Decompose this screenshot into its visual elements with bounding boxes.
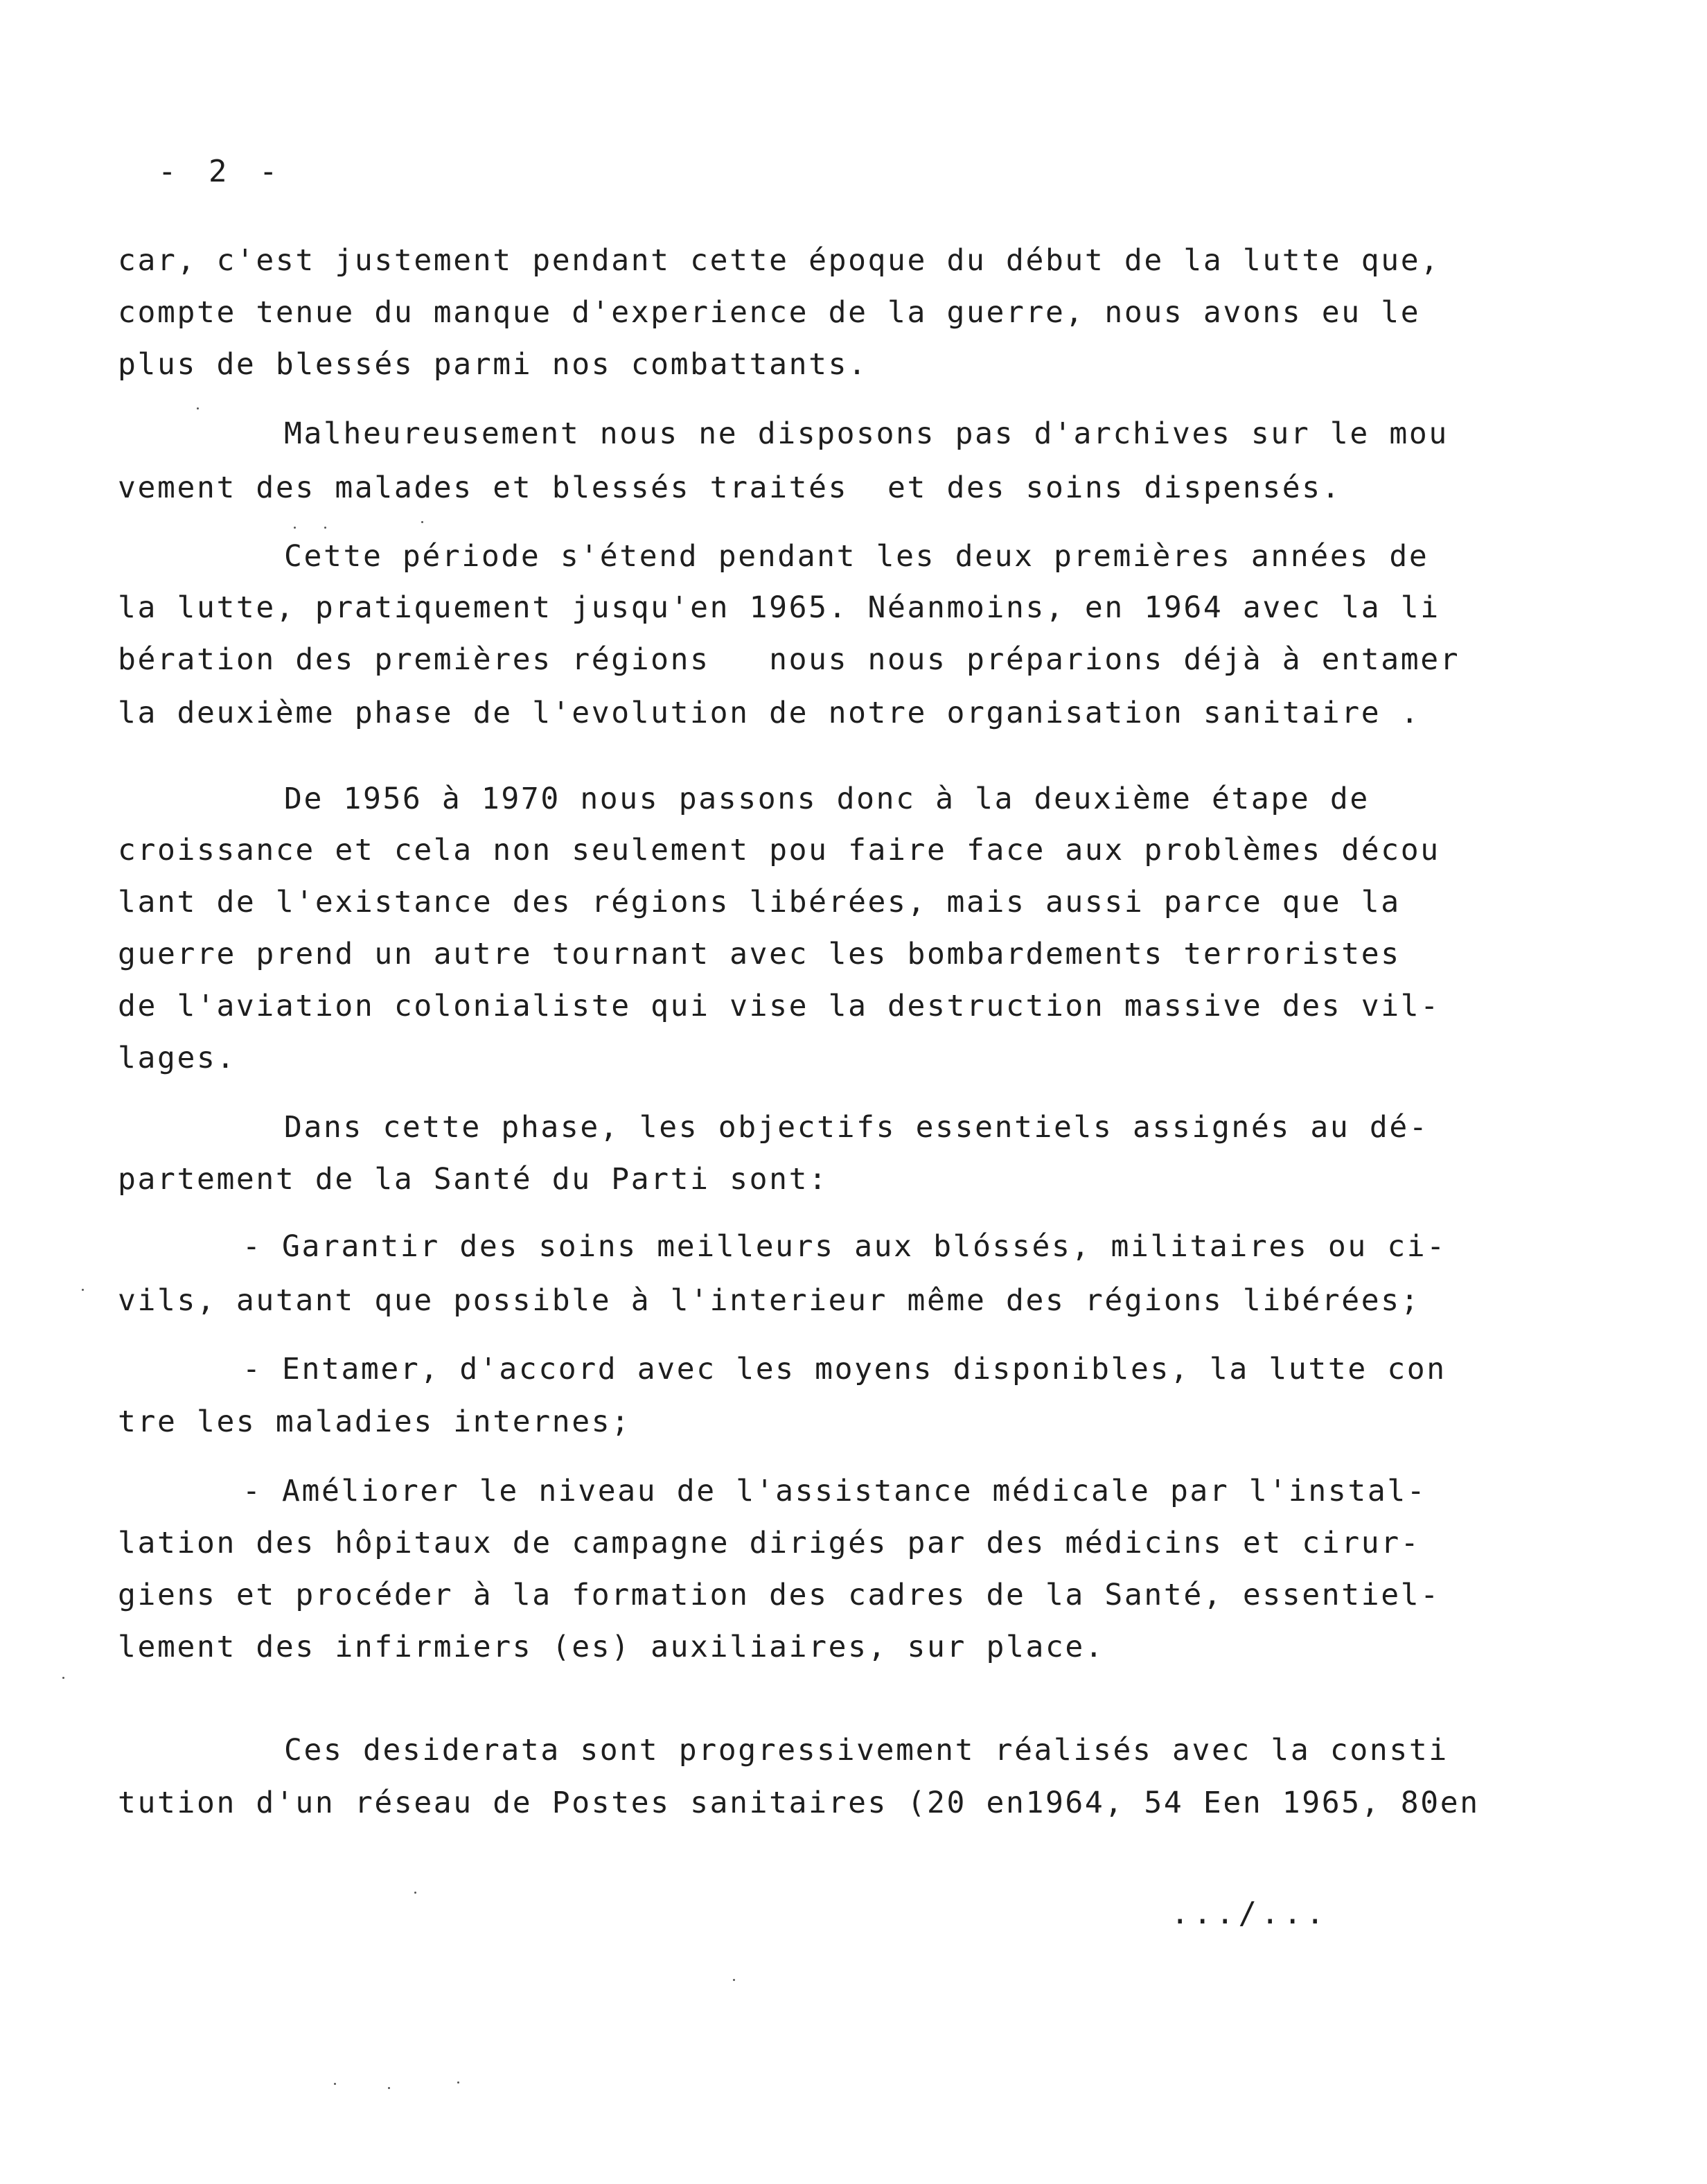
- paragraph-4-line-2: croissance et cela non seulement pou faire face aux problèmes décou: [118, 833, 1440, 868]
- scan-speck: [197, 407, 199, 410]
- scan-speck: [414, 1892, 416, 1894]
- paragraph-5-line-1: Dans cette phase, les objectifs essentiels assignés au dé-: [284, 1110, 1429, 1145]
- paragraph-9-line-1: Ces desiderata sont progressivement réalisés avec la consti: [284, 1733, 1449, 1768]
- scan-speck: [62, 1677, 64, 1679]
- paragraph-2-line-2: vement des malades et blessés traités et des soins dispensés.: [118, 470, 1342, 505]
- list-item-2-line-2: tre les maladies internes;: [118, 1404, 631, 1439]
- paragraph-5-line-2: partement de la Santé du Parti sont:: [118, 1162, 829, 1197]
- list-item-3-line-1: - Améliorer le niveau de l'assistance médicale par l'instal-: [242, 1474, 1427, 1508]
- scan-speck: [294, 527, 296, 529]
- scan-speck: [388, 2087, 390, 2089]
- page-number: - 2 -: [158, 154, 285, 189]
- list-item-3-line-2: lation des hôpitaux de campagne dirigés par des médicins et cirur-: [118, 1526, 1421, 1560]
- paragraph-4-line-5: de l'aviation colonialiste qui vise la destruction massive des vil-: [118, 989, 1440, 1023]
- list-item-3-line-4: lement des infirmiers (es) auxiliaires, sur place.: [118, 1630, 1105, 1664]
- paragraph-3-line-2: la lutte, pratiquement jusqu'en 1965. Néanmoins, en 1964 avec la li: [118, 590, 1440, 625]
- paragraph-4-line-6: lages.: [118, 1041, 236, 1075]
- list-item-1-line-1: - Garantir des soins meilleurs aux blóssés, militaires ou ci-: [242, 1229, 1447, 1264]
- paragraph-2-line-1: Malheureusement nous ne disposons pas d'archives sur le mou: [284, 416, 1449, 451]
- paragraph-9-line-2: tution d'un réseau de Postes sanitaires (20 en1964, 54 Een 1965, 80en: [118, 1786, 1480, 1820]
- paragraph-4-line-1: De 1956 à 1970 nous passons donc à la deuxième étape de: [284, 782, 1370, 816]
- paragraph-3-line-1: Cette période s'étend pendant les deux premières années de: [284, 539, 1429, 574]
- list-item-3-line-3: giens et procéder à la formation des cadres de la Santé, essentiel-: [118, 1578, 1440, 1612]
- paragraph-3-line-4: la deuxième phase de l'evolution de notre organisation sanitaire .: [118, 696, 1421, 730]
- list-item-2-line-1: - Entamer, d'accord avec les moyens disponibles, la lutte con: [242, 1352, 1447, 1386]
- paragraph-1-line-2: compte tenue du manque d'experience de la guerre, nous avons eu le: [118, 295, 1421, 330]
- paragraph-3-line-3: bération des premières régions nous nous préparions déjà à entamer: [118, 642, 1460, 677]
- scan-speck: [457, 2081, 459, 2084]
- list-item-1-line-2: vils, autant que possible à l'interieur même des régions libérées;: [118, 1283, 1421, 1318]
- scan-speck: [334, 2083, 336, 2085]
- paragraph-1-line-3: plus de blessés parmi nos combattants.: [118, 347, 868, 382]
- paragraph-4-line-4: guerre prend un autre tournant avec les bombardements terroristes: [118, 937, 1401, 971]
- paragraph-4-line-3: lant de l'existance des régions libérées, mais aussi parce que la: [118, 885, 1401, 919]
- scan-speck: [324, 527, 326, 529]
- scan-speck: [82, 1289, 84, 1291]
- continuation-marker: .../...: [1171, 1896, 1329, 1931]
- paragraph-1-line-1: car, c'est justement pendant cette époque du début de la lutte que,: [118, 243, 1440, 278]
- scan-speck: [733, 1979, 735, 1981]
- scan-speck: [421, 521, 423, 523]
